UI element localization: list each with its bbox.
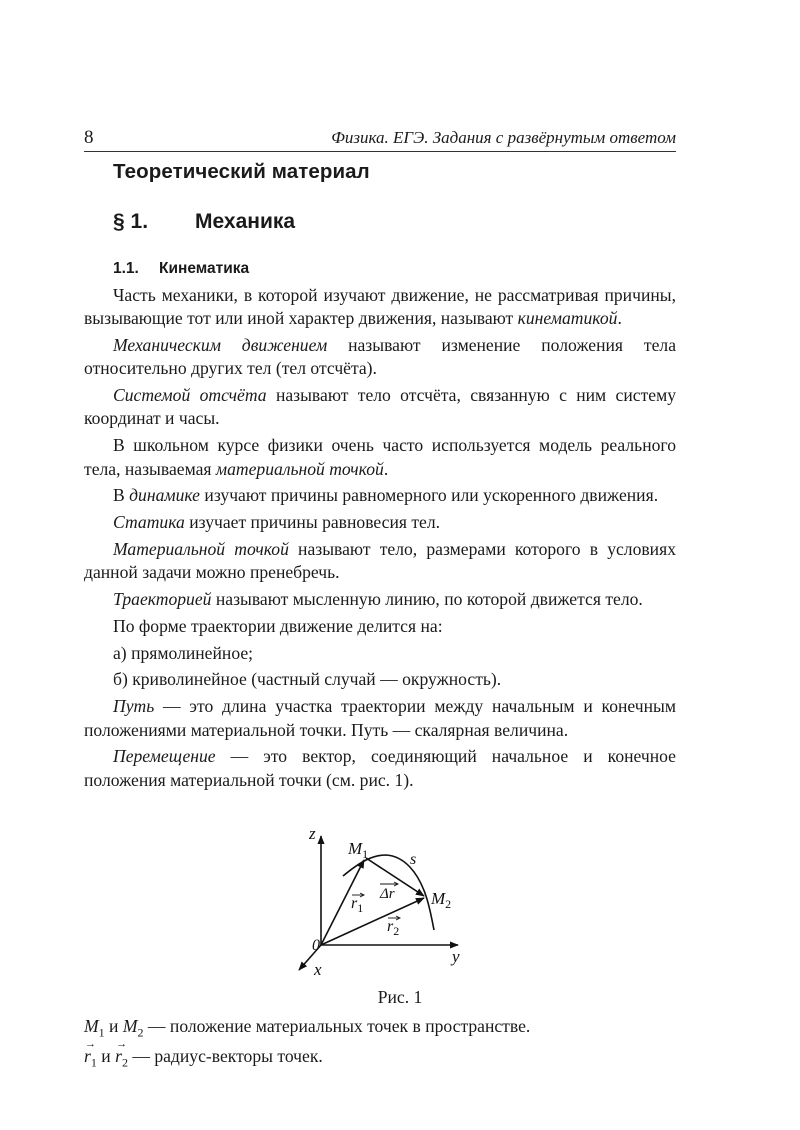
label-r2: $r_2$ (387, 918, 400, 938)
list-item-curved (84, 668, 676, 691)
label-origin: 0 (312, 937, 320, 954)
note-join: и (104, 1016, 123, 1036)
note-points (84, 1015, 530, 1045)
term-reference-system: Системой отсчёта (113, 385, 267, 406)
paragraph-text: называют тело, размерами которого в условиях данной задачи можно пренебречь. (84, 538, 676, 583)
section-heading (113, 210, 295, 234)
paragraph-text: По форме траектории движение делится на: (113, 615, 443, 636)
label-x: x (314, 960, 322, 979)
paragraph-text: — это вектор, соединяющий начальное и конечное положения материальной точки (см. рис. 1). (84, 746, 676, 790)
paragraph-material-point (84, 538, 676, 585)
paragraph-text: В (113, 485, 130, 506)
math-sub: 1 (90, 1055, 97, 1070)
section-title: Механика (195, 210, 296, 233)
math-sub: 2 (121, 1055, 128, 1070)
paragraph-reference-system (84, 384, 676, 431)
term-path: Путь (113, 696, 155, 717)
page-header (84, 127, 676, 152)
term-statics: Статика (113, 512, 185, 533)
paragraph-end: . (383, 458, 389, 479)
label-m1: $M_1$ (348, 839, 369, 861)
paragraph-displacement (84, 745, 676, 792)
figure-displacement-diagram (280, 822, 480, 987)
section-number: § 1. (113, 210, 149, 233)
label-m2: $M_2$ (431, 889, 452, 911)
paragraph-path (84, 695, 676, 742)
paragraph-statics (84, 511, 676, 534)
term-displacement: Перемещение (113, 746, 216, 767)
paragraph-end: . (617, 308, 622, 329)
paragraph-trajectory-forms (84, 615, 676, 638)
note-radius-vectors (84, 1045, 530, 1075)
term-dynamics: динамике (129, 485, 200, 506)
subsection-number: 1.1. (113, 260, 139, 277)
math-sub: 2 (137, 1025, 144, 1040)
chapter-heading: Теоретический материал (113, 160, 370, 183)
math-m: M (122, 1016, 138, 1036)
figure-caption: Рис. 1 (377, 987, 423, 1007)
math-vector-r: → r (84, 1045, 91, 1069)
note-text: — радиус-векторы точек. (127, 1046, 323, 1067)
label-delta-r: Δr (380, 886, 395, 902)
page-number: 8 (84, 127, 94, 148)
figure-notes (84, 1015, 530, 1075)
paragraph-text: называют мысленную линию, по которой движется тело. (211, 589, 643, 610)
running-title: Физика. ЕГЭ. Задания с развёрнутым ответом (331, 128, 676, 147)
paragraph-kinematics (84, 284, 676, 331)
subsection-title: Кинематика (159, 260, 250, 277)
term-material-point-def: Материальной точкой (113, 538, 289, 559)
math-sub: 1 (98, 1025, 105, 1040)
paragraph-text: В школьном курсе физики очень часто используется модель реального тела, называемая (84, 435, 676, 479)
paragraph-text: изучает причины равновесия тел. (184, 512, 441, 533)
label-r1: $r_1$ (351, 895, 364, 915)
paragraph-text: Часть механики, в которой изучают движение, не рассматривая причины, вызывающие тот или иной характер движения, называют (84, 285, 676, 329)
label-s: s (410, 851, 417, 868)
label-y: y (452, 947, 460, 966)
term-mechanical-motion: Механическим движением (113, 335, 328, 356)
note-text: — положение материальных точек в пространстве. (143, 1016, 531, 1036)
label-z: z (309, 824, 316, 843)
note-join: и (96, 1046, 116, 1067)
term-material-point: материальной точкой (215, 458, 384, 479)
paragraph-text: — это длина участка траектории между начальным и конечным положениями материальной точки. Путь — скалярная величина. (84, 696, 676, 740)
paragraph-material-point-model (84, 434, 676, 481)
paragraph-dynamics (84, 484, 676, 507)
paragraph-text: называют изменение положения тела относительно других тел (тел отсчёта). (84, 335, 676, 379)
list-item-text: а) прямолинейное; (113, 642, 254, 663)
r2-vector (321, 898, 424, 945)
math-m: M (84, 1016, 99, 1036)
paragraph-text: называют тело отсчёта, связанную с ним систему координат и часы. (84, 385, 677, 429)
subsection-heading (113, 260, 249, 278)
list-item-text: б) криволинейное (частный случай — окружность). (113, 669, 502, 690)
body-text (84, 284, 676, 795)
math-vector-r: → r (115, 1045, 122, 1069)
paragraph-text: изучают причины равномерного или ускоренного движения. (200, 485, 659, 506)
term-trajectory: Траекторией (113, 589, 212, 610)
term-kinematics: кинематикой (517, 308, 618, 329)
paragraph-mechanical-motion (84, 334, 676, 381)
paragraph-trajectory (84, 588, 676, 611)
list-item-straight (84, 642, 676, 665)
